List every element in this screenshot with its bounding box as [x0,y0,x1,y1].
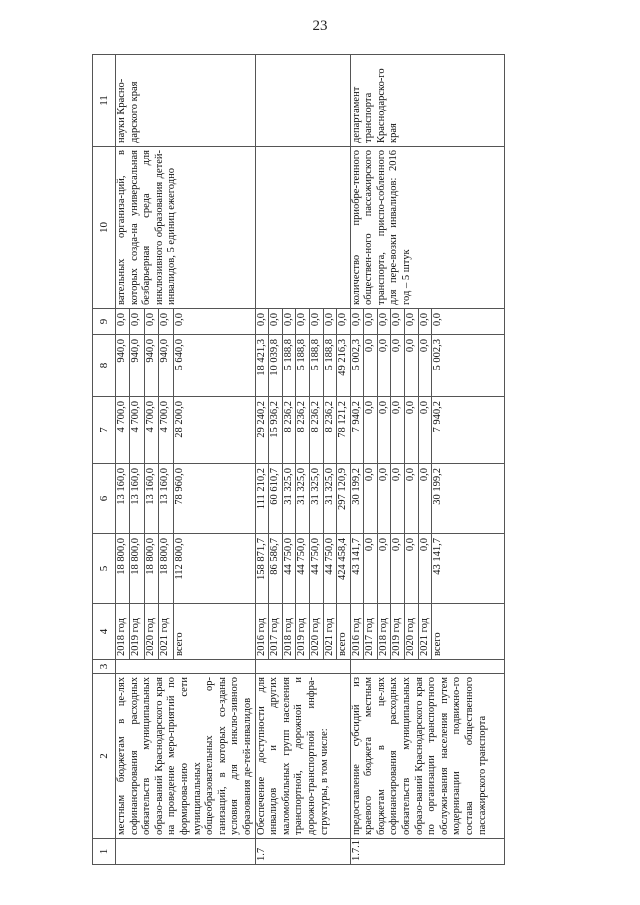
value-cell: 940,0 [116,335,130,397]
value-cell: 0,0 [391,397,405,464]
indicator-cell [255,147,350,309]
value-cell: 5 188,8 [323,335,337,397]
value-cell: 0,0 [296,309,310,335]
value-cell: 44 750,0 [309,534,323,604]
value-cell: 0,0 [377,464,391,534]
year-cell: 2016 год [255,604,269,660]
year-cell: 2020 год [405,604,419,660]
value-cell: 13 160,0 [130,464,144,534]
value-cell: 0,0 [418,335,432,397]
value-cell: 31 325,0 [309,464,323,534]
value-cell: 49 216,3 [337,335,351,397]
value-cell: 0,0 [144,309,158,335]
value-cell: 0,0 [337,309,351,335]
value-cell: 0,0 [432,309,445,335]
header-cell: 4 [93,604,116,660]
value-cell: 15 936,2 [269,397,283,464]
value-cell: 0,0 [364,335,378,397]
value-cell: 60 610,7 [269,464,283,534]
value-cell: 7 940,2 [350,397,364,464]
value-cell: 112 800,0 [173,534,187,604]
value-cell: 0,0 [405,534,419,604]
program-table [92,54,505,865]
header-cell: 5 [93,534,116,604]
value-cell: 13 160,0 [144,464,158,534]
value-cell: 0,0 [309,309,323,335]
executor-cell: науки Красно-дарского края [116,55,256,147]
header-cell: 9 [93,309,116,335]
value-cell: 44 750,0 [296,534,310,604]
year-cell: 2019 год [391,604,405,660]
value-cell: 7 940,2 [432,397,445,464]
year-cell: 2020 год [144,604,158,660]
value-cell: 0,0 [391,464,405,534]
value-cell: 0,0 [391,534,405,604]
year-cell: 2018 год [282,604,296,660]
value-cell: 0,0 [391,335,405,397]
header-cell: 11 [93,55,116,147]
value-cell: 0,0 [405,335,419,397]
value-cell: 0,0 [364,397,378,464]
value-cell: 30 199,2 [350,464,364,534]
measure-description: местным бюджетам в це-лях софинансирования расходных обязательств муниципальных образо-ваний Краснодарского края на проведение меро-приятий по формирова-нию сети муниципальных общеобразовательных ор-ганизаций, в которых со-зданы условия для инклю-зивного образования де-тей-инвалидов [116,674,256,839]
year-cell: 2018 год [377,604,391,660]
value-cell: 111 210,2 [255,464,269,534]
value-cell: 43 141,7 [432,534,445,604]
measure-description: предоставление субсидий из краевого бюджета местным бюджетам в це-лях софинансирования расходных обязательств муниципальных образо-ваний Краснодарского края по организации транспортного обслужи-вания населения путем модернизации подвижно-го состава общественного пассажирского транспорта [350,674,505,839]
table-row [116,55,130,865]
value-cell: 297 120,9 [337,464,351,534]
year-cell: всего [173,604,187,660]
value-cell: 0,0 [405,309,419,335]
value-cell: 0,0 [418,309,432,335]
value-cell: 940,0 [159,335,173,397]
value-cell: 424 458,4 [337,534,351,604]
page-number: 23 [312,18,328,34]
value-cell: 86 586,7 [269,534,283,604]
col3-cell [350,660,505,674]
value-cell: 940,0 [144,335,158,397]
value-cell: 5 002,3 [432,335,445,397]
value-cell: 5 188,8 [309,335,323,397]
header-cell: 1 [93,839,116,865]
executor-cell [255,55,350,147]
value-cell: 78 960,0 [173,464,187,534]
value-cell: 18 421,3 [255,335,269,397]
indicator-cell: количество приобре-тенного обществен-ного пассажирского транспорта, приспо-собленного для пере-возки инвалидов: 2016 год – 5 штук [350,147,505,309]
value-cell: 0,0 [364,464,378,534]
value-cell: 4 700,0 [116,397,130,464]
value-cell: 0,0 [377,335,391,397]
value-cell: 10 039,8 [269,335,283,397]
header-cell: 3 [93,660,116,674]
year-cell: 2021 год [323,604,337,660]
value-cell: 4 700,0 [144,397,158,464]
value-cell: 31 325,0 [296,464,310,534]
value-cell: 13 160,0 [159,464,173,534]
value-cell: 13 160,0 [116,464,130,534]
value-cell: 0,0 [391,309,405,335]
value-cell: 18 800,0 [130,534,144,604]
table-row [350,55,364,865]
year-cell: 2018 год [116,604,130,660]
value-cell: 8 236,2 [296,397,310,464]
value-cell: 28 200,0 [173,397,187,464]
year-cell: 2016 год [350,604,364,660]
value-cell: 0,0 [405,464,419,534]
value-cell: 0,0 [350,309,364,335]
header-row [93,55,116,865]
value-cell: 18 800,0 [144,534,158,604]
header-cell: 7 [93,397,116,464]
header-cell: 10 [93,147,116,309]
value-cell: 4 700,0 [159,397,173,464]
value-cell: 940,0 [130,335,144,397]
value-cell: 30 199,2 [432,464,445,534]
value-cell: 31 325,0 [323,464,337,534]
value-cell: 29 240,2 [255,397,269,464]
value-cell: 5 640,0 [173,335,187,397]
value-cell: 8 236,2 [309,397,323,464]
year-cell: 2017 год [269,604,283,660]
value-cell: 5 188,8 [282,335,296,397]
executor-cell: департамент транспорта Краснодарско-го края [350,55,505,147]
year-cell: 2021 год [418,604,432,660]
year-cell: всего [432,604,445,660]
value-cell: 5 188,8 [296,335,310,397]
measure-description: Обеспечение доступности для инвалидов и других маломобильных групп населения транспортной, дорожной и дорожно-транспортной инфра-структуры, в том числе: [255,674,350,839]
table-row [255,55,269,865]
value-cell: 44 750,0 [323,534,337,604]
value-cell: 158 871,7 [255,534,269,604]
value-cell: 0,0 [130,309,144,335]
value-cell: 0,0 [116,309,130,335]
value-cell: 0,0 [418,397,432,464]
row-number-cell [116,839,256,865]
value-cell: 0,0 [282,309,296,335]
value-cell: 31 325,0 [282,464,296,534]
year-cell: 2017 год [364,604,378,660]
header-cell: 8 [93,335,116,397]
header-cell: 2 [93,674,116,839]
rotated-table-container [92,55,604,865]
value-cell: 8 236,2 [282,397,296,464]
row-number-cell: 1.7 [255,839,350,865]
value-cell: 78 121,2 [337,397,351,464]
value-cell: 4 700,0 [130,397,144,464]
value-cell: 0,0 [269,309,283,335]
value-cell: 0,0 [159,309,173,335]
year-cell: 2019 год [296,604,310,660]
value-cell: 0,0 [323,309,337,335]
value-cell: 0,0 [418,464,432,534]
value-cell: 18 800,0 [116,534,130,604]
year-cell: всего [337,604,351,660]
indicator-cell: вательных организа-ций, в которых созда-на универсальная безбарьерная среда для инклюзивного образования детей-инвалидов, 5 единиц ежегодно [116,147,256,309]
value-cell: 0,0 [364,534,378,604]
year-cell: 2020 год [309,604,323,660]
col3-cell [255,660,350,674]
value-cell: 8 236,2 [323,397,337,464]
value-cell: 0,0 [173,309,187,335]
value-cell: 5 002,3 [350,335,364,397]
value-cell: 0,0 [405,397,419,464]
value-cell: 18 800,0 [159,534,173,604]
value-cell: 0,0 [377,309,391,335]
col3-cell [116,660,256,674]
header-cell: 6 [93,464,116,534]
year-cell: 2019 год [130,604,144,660]
value-cell: 0,0 [377,397,391,464]
year-cell: 2021 год [159,604,173,660]
row-number-cell: 1.7.1 [350,839,505,865]
value-cell: 0,0 [255,309,269,335]
value-cell: 0,0 [364,309,378,335]
value-cell: 43 141,7 [350,534,364,604]
value-cell: 0,0 [418,534,432,604]
value-cell: 44 750,0 [282,534,296,604]
value-cell: 0,0 [377,534,391,604]
